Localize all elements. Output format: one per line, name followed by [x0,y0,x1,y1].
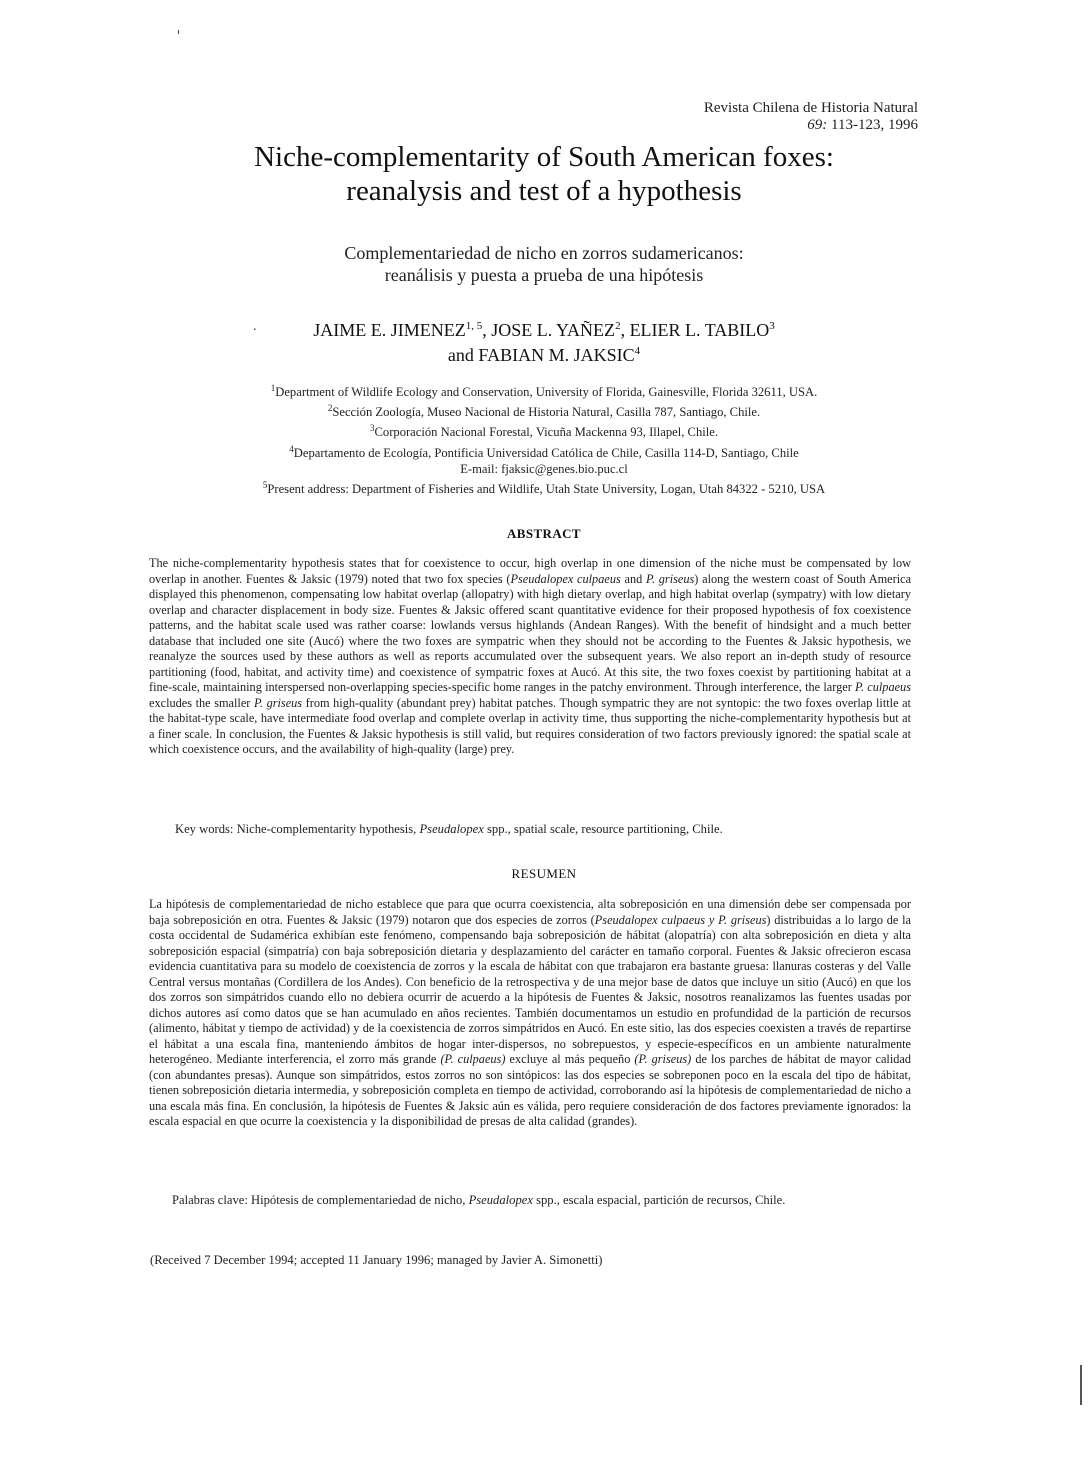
affiliation-1 [0,380,1088,400]
article-subtitle-spanish [0,242,1088,286]
affiliation-marker: 1 [270,383,276,393]
affiliation-2 [0,400,1088,420]
palabras-clave-genus: Pseudalopex [468,1193,533,1207]
affiliation-5 [0,477,1088,497]
affiliation-text: Departamento de Ecología, Pontificia Universidad Católica de Chile, Casilla 114-D, Santiago, Chile [293,445,799,460]
species-name: (P. griseus) [634,1052,692,1066]
subtitle-line-1: Complementariedad de nicho en zorros sudamericanos: [344,243,744,263]
scan-speck [178,30,179,34]
palabras-clave-text: spp., escala espacial, partición de recursos, Chile. [532,1193,786,1207]
species-name: Pseudalopex culpaeus [510,571,621,586]
scan-edge-mark [1080,1365,1082,1405]
resumen-heading: RESUMEN [511,866,577,881]
resumen-text: ) distribuidas a lo largo de la costa occidental de Sudamérica exhibían este fenómeno, compensando baja sobreposición de hábitat (alopatría) con alta sobreposición en dieta y alta sobreposición espacial (simpatría) con baja sobreposición dietaria y desplazamiento del carácter en tamaño corporal. Fuentes & Jaksic ofrecieron escasa evidencia cuantitativa para su modelo de coexistencia de zorros y la escala de hábitat con que trabajaron era bastante gruesa: llanuras costeras y del Valle Central versus montañas (Cordillera de los Andes). Con beneficio de la retrospectiva y de una mejor base de datos que incluye un sitio (Aucó) en que los dos zorros son simpátridos cuando ello no debiera ocurrir de acuerdo a la hipótesis de Fuentes & Jaksic, nosotros reanalizamos las fuentes usadas por dichos autores así como datos que se han acumulado en años recientes. También documentamos un estudio en profundidad de la partición de recursos (alimento, hábitat y tiempo de actividad) y de la coexistencia de zorros simpátridos en Aucó. En este sitio, las dos especies coexisten a través de repartirse el hábitat a una escala fina, manteniendo ámbitos de hogar inter-dispersos, no sobrepuestos, y especie-específicos en un ambiente naturalmente heterogéneo. Mediante interferencia, el zorro más grande [149,912,911,1066]
journal-pages: 113-123, 1996 [831,117,918,133]
authors-line-2 [0,341,1088,366]
author-jimenez: JAIME E. JIMENEZ [313,320,466,340]
author-jaksic-affil: 4 [634,345,641,357]
title-line-2: reanalysis and test of a hypothesis [346,175,742,207]
author-tabilo: , ELIER L. TABILO [620,320,770,340]
affiliation-text: Corporación Nacional Forestal, Vicuña Mackenna 93, Illapel, Chile. [374,425,718,440]
author-jimenez-affil: 1, 5 [465,320,483,332]
affiliation-4 [0,441,1088,461]
author-tabilo-affil: 3 [769,320,775,332]
title-line-1: Niche-complementarity of South American foxes: [254,141,834,173]
article-title [0,140,1088,208]
resumen-text: de los parches de hábitat de mayor calidad (con abundantes presas). Aunque son simpátridos, estos zorros no son sintópicos: las dos especies se sobreponen poco en la escala del tipo de hábitat, tienen sobreposición dietaria intermedia, y sobreposición completa en tiempo de actividad, corroborando así la hipótesis de complementariedad de nicho a una escala más fina. En conclusión, la hipótesis de Fuentes & Jaksic aún es válida, pero requiere consideración de dos factores previamente ignorados: la escala espacial en que ocurre la coexistencia y la disponibilidad de presas de alta calidad (grandes). [149,1052,911,1128]
palabras-clave-label: Palabras clave: [172,1193,248,1207]
received-dates: (Received 7 December 1994; accepted 11 January 1996; managed by Javier A. Simonetti) [150,1253,603,1267]
affiliation-text: Present address: Department of Fisheries and Wildlife, Utah State University, Logan, Utah 84322 - 5210, USA [267,481,826,496]
affiliation-3 [0,420,1088,440]
key-words-text: spp., spatial scale, resource partitioning, Chile. [483,822,723,836]
abstract-text: and [620,571,647,586]
author-jaksic: and FABIAN M. JAKSIC [447,345,635,365]
palabras-clave [172,1193,785,1208]
email-text: E-mail: fjaksic@genes.bio.puc.cl [460,461,628,476]
abstract-body [149,556,911,758]
affiliation-list [0,380,1088,497]
author-yanez: , JOSE L. YAÑEZ [482,320,616,340]
abstract-text: excludes the smaller [149,695,254,710]
affiliation-marker: 2 [327,403,333,414]
palabras-clave-text: Hipótesis de complementariedad de nicho, [247,1193,469,1207]
contact-email [0,461,1088,477]
abstract-text: from high-quality (abundant prey) habitat patches. Though sympatric they are not syntopic: the two foxes overlap little at the habitat-type scale, have intermediate food overlap and complete overlap in activity time, thus supporting the niche-complementarity hypothesis but at a finer scale. In conclusion, the Fuentes & Jaksic hypothesis is still valid, but requires consideration of two factors previously ignored: the spatial scale at which coexistence occurs, and the availability of high-quality (large) prey. [149,695,911,756]
key-words-genus: Pseudalopex [419,822,484,836]
affiliation-text: Department of Wildlife Ecology and Conservation, University of Florida, Gainesville, Florida 32611, USA. [275,385,818,400]
resumen-text: La hipótesis de complementariedad de nicho establece que para que ocurra coexistencia, alta sobreposición en una dimensión debe ser compensada por baja sobreposición en otra. Fuentes & Jaksic (1979) notaron que dos especies de zorros ( [149,897,911,927]
stray-mark: . [253,319,257,334]
key-words [175,822,723,837]
affiliation-marker: 5 [262,479,268,490]
journal-citation [704,100,918,134]
species-name: P. culpaeus [855,680,911,694]
author-list [0,316,1088,366]
species-name: (P. culpaeus) [440,1052,506,1066]
subtitle-line-2: reanálisis y puesta a prueba de una hipótesis [384,265,704,285]
species-name: Pseudalopex culpaeus y P. griseus [594,912,767,927]
species-name: P. griseus [253,695,303,710]
journal-volume-pages [704,117,918,134]
journal-name: Revista Chilena de Historia Natural [703,100,918,116]
resumen-text: excluye al más pequeño [505,1052,635,1066]
journal-volume: 69: [807,117,828,133]
affiliation-text: Sección Zoología, Museo Nacional de Historia Natural, Casilla 787, Santiago, Chile. [332,405,761,420]
species-name: P. griseus [646,571,695,586]
author-yanez-affil: 2 [615,320,621,332]
resumen-body [149,897,911,1130]
authors-line-1 [0,316,1088,341]
affiliation-marker: 4 [289,443,294,454]
key-words-label: Key words: [175,822,234,836]
abstract-text: The niche-complementarity hypothesis states that for coexistence to occur, high overlap in one dimension of the niche must be compensated by low overlap in another. Fuentes & Jaksic (1979) noted that two fox species ( [149,556,911,586]
abstract-text: ) along the western coast of South America displayed this phenomenon, compensating low habitat overlap (allopatry) with high dietary overlap, and high habitat overlap (sympatry) with low dietary overlap and character displacement in body size. Fuentes & Jaksic offered scant quantitative evidence for their proposed hypothesis of fox coexistence patterns, and the habitat scale used was rather coarse: lowlands versus highlands (Andean Ranges). With the benefit of hindsight and a much better database that included one site (Aucó) where the two foxes are sympatric when they should not be according to the Fuentes & Jaksic hypothesis, we reanalyze the sources used by these authors as well as reports accumulated over the subsequent years. We also report an in-depth study of resource partitioning (food, habitat, and activity time) and coexistence of sympatric foxes at Aucó. At this site, the two foxes coexist by partitioning habitat at a fine-scale, maintaining interspersed non-overlapping species-specific home ranges in the patchy environment. Through interference, the larger [149,571,912,694]
abstract-heading: ABSTRACT [507,526,581,541]
key-words-text: Niche-complementarity hypothesis, [233,822,420,836]
affiliation-marker: 3 [370,423,375,434]
